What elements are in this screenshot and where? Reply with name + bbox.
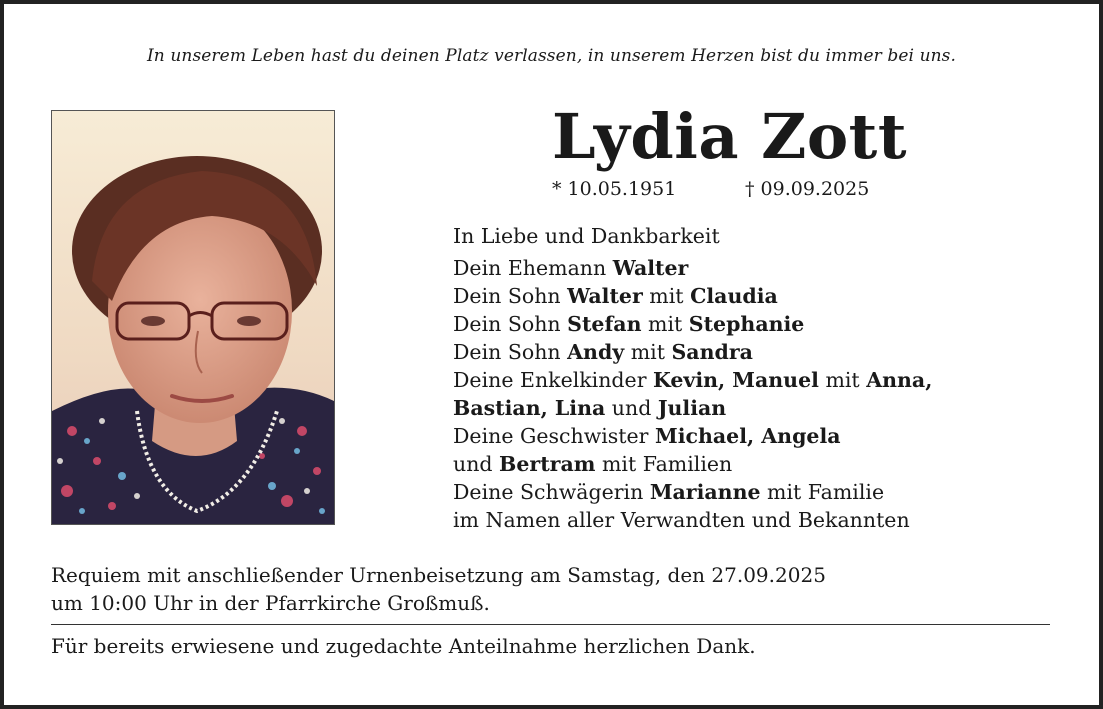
mourner-name: Bastian, Lina [453, 396, 606, 420]
mourner-name: Walter [567, 284, 643, 308]
mourner-text: mit [818, 368, 867, 392]
mourner-name: Julian [657, 396, 727, 420]
memorial-quote: In unserem Leben hast du deinen Platz verlassen, in unserem Herzen bist du immer bei uns. [146, 46, 956, 66]
mourner-text: und [453, 452, 500, 476]
mourner-name: Bertram [499, 452, 596, 476]
deceased-name: Lydia Zott [552, 100, 907, 173]
mourner-text: und [605, 396, 658, 420]
mourner-text: mit [624, 340, 672, 364]
mourner-text: Dein Sohn [453, 284, 568, 308]
mourners-intro: In Liebe und Dankbarkeit [453, 224, 720, 248]
life-dates [552, 178, 870, 200]
mourner-line [453, 478, 932, 506]
mourner-name: Kevin, Manuel [653, 368, 819, 392]
mourner-name: Walter [612, 256, 689, 280]
portrait-photo [51, 110, 335, 525]
mourner-text: Deine Geschwister [453, 424, 655, 448]
mourners-block [453, 222, 932, 534]
mourner-list [453, 254, 932, 534]
mourner-text: im Namen aller Verwandten und Bekannten [453, 508, 910, 532]
thanks-note: Für bereits erwiesene und zugedachte Anteilnahme herzlichen Dank. [51, 634, 756, 658]
mourner-text: mit Familie [760, 480, 885, 504]
mourner-line [453, 422, 932, 450]
mourner-line [453, 506, 932, 534]
mourner-name: Sandra [671, 340, 753, 364]
birth-date: * 10.05.1951 [552, 178, 677, 200]
mourner-text: Deine Enkelkinder [453, 368, 654, 392]
mourner-name: Anna, [866, 368, 933, 392]
requiem-line-1: Requiem mit anschließender Urnenbeisetzung am Samstag, den 27.09.2025 [51, 563, 826, 587]
mourner-text: mit Familien [595, 452, 733, 476]
mourner-name: Stefan [567, 312, 642, 336]
mourner-line [453, 254, 932, 282]
mourner-text: mit [641, 312, 689, 336]
requiem-line-2: um 10:00 Uhr in der Pfarrkirche Großmuß. [51, 591, 490, 615]
mourner-line [453, 310, 932, 338]
mourner-text: mit [642, 284, 691, 308]
mourner-name: Andy [567, 340, 625, 364]
mourner-name: Stephanie [688, 312, 805, 336]
mourner-line [453, 394, 932, 422]
mourner-line [453, 450, 932, 478]
mourner-text: Deine Schwägerin [453, 480, 650, 504]
divider [51, 624, 1050, 625]
mourner-name: Claudia [690, 284, 778, 308]
mourner-name: Marianne [649, 480, 761, 504]
mourner-line [453, 282, 932, 310]
mourner-name: Michael, Angela [655, 424, 841, 448]
mourner-text: Dein Ehemann [453, 256, 613, 280]
mourner-line [453, 366, 932, 394]
mourner-text: Dein Sohn [453, 340, 568, 364]
mourner-line [453, 338, 932, 366]
requiem-notice [51, 561, 826, 617]
death-date: † 09.09.2025 [745, 178, 870, 200]
mourner-text: Dein Sohn [453, 312, 568, 336]
